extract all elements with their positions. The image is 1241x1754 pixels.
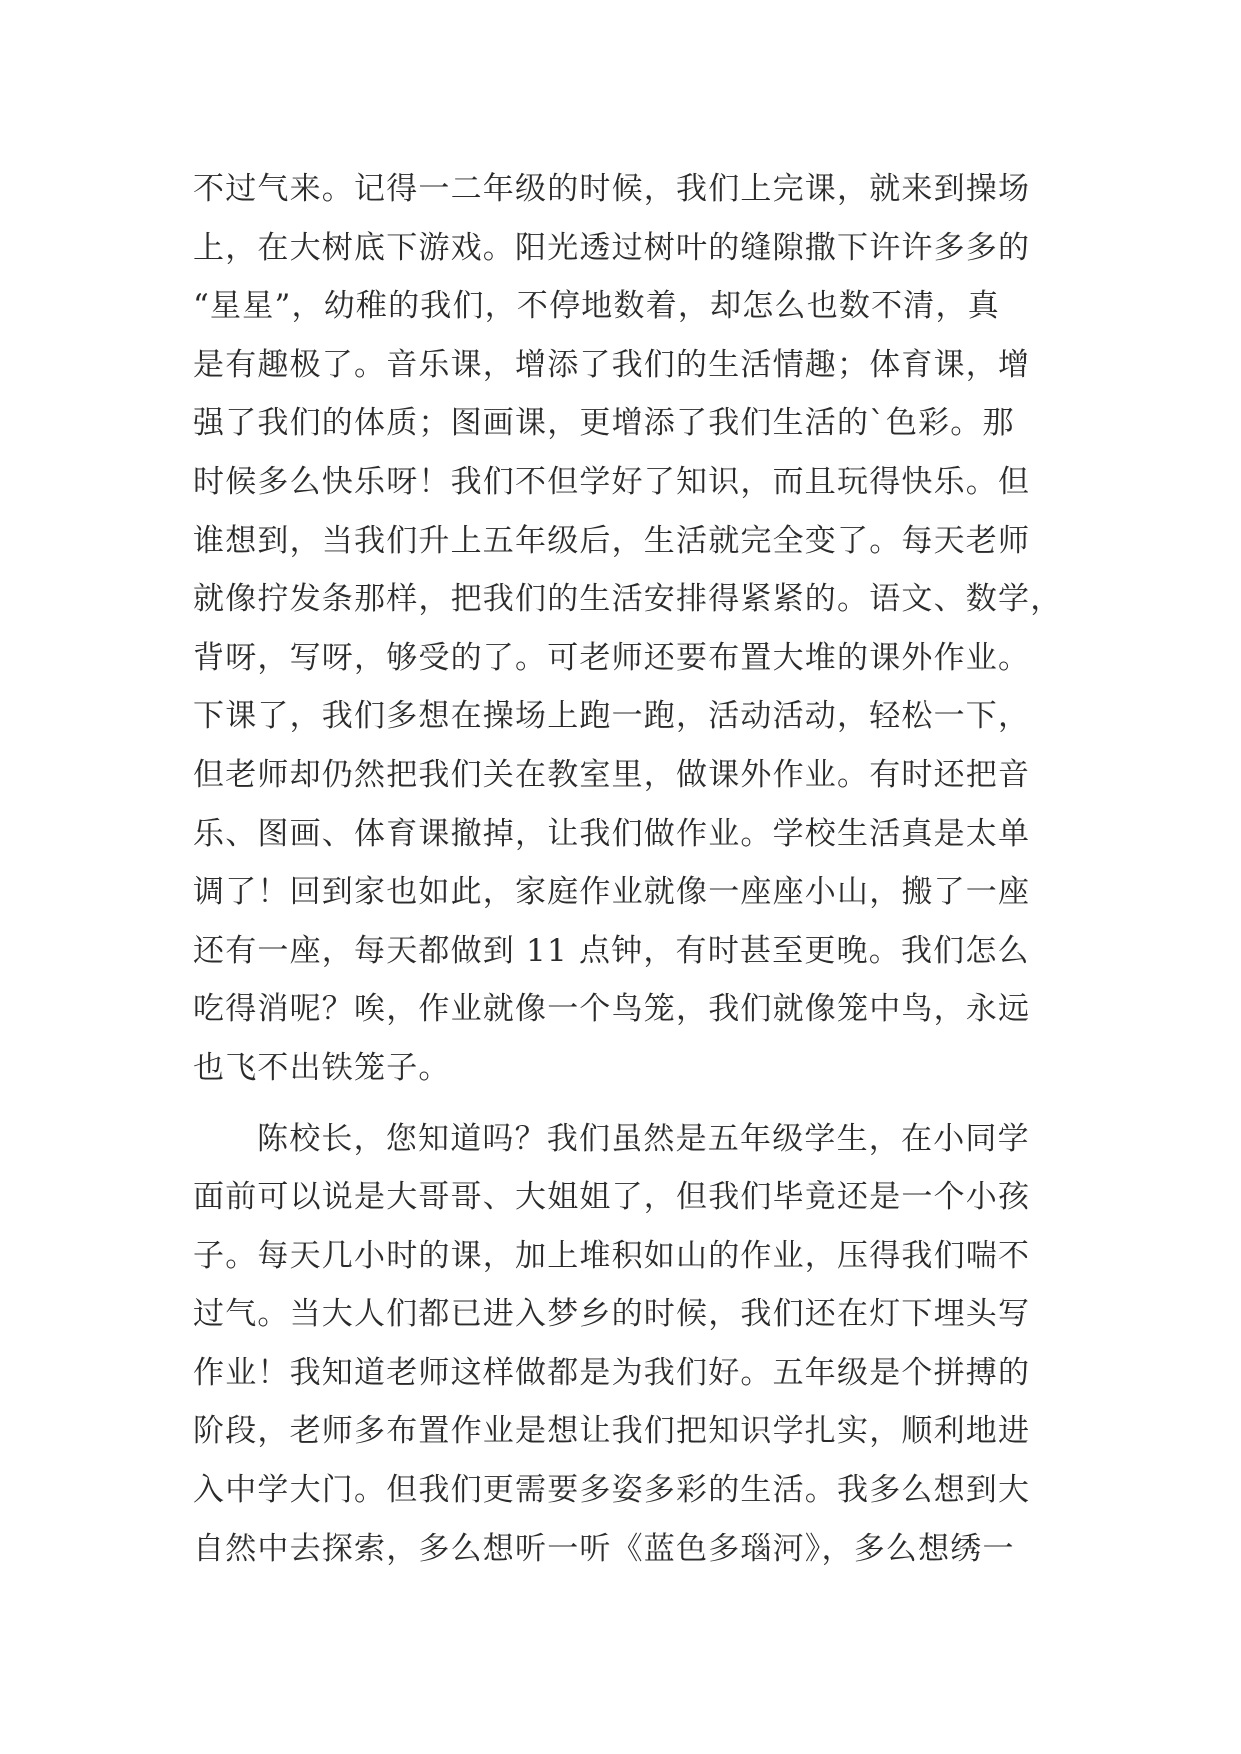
document-body <box>193 160 1073 1578</box>
text-line: 吃得消呢？唉，作业就像一个鸟笼，我们就像笼中鸟，永远 <box>193 991 1031 1028</box>
text-line: 入中学大门。但我们更需要多姿多彩的生活。我多么想到大 <box>193 1472 1031 1509</box>
paragraph-2 <box>193 1110 1073 1579</box>
text-line: 面前可以说是大哥哥、大姐姐了，但我们毕竟还是一个小孩 <box>193 1179 1031 1216</box>
text-line: 子。每天几小时的课，加上堆积如山的作业，压得我们喘不 <box>193 1237 1031 1274</box>
text-line: 过气。当大人们都已进入梦乡的时候，我们还在灯下埋头写 <box>193 1296 1031 1333</box>
text-line: 不过气来。记得一二年级的时候，我们上完课，就来到操场 <box>193 171 1031 207</box>
text-line: 就像拧发条那样，把我们的生活安排得紧紧的。语文、数学， <box>193 581 1063 618</box>
text-line: 陈校长，您知道吗？我们虽然是五年级学生，在小同学 <box>257 1120 1030 1157</box>
paragraph-spacer <box>193 1098 1073 1110</box>
text-line: 时候多么快乐呀！我们不但学好了知识，而且玩得快乐。但 <box>193 463 1031 500</box>
text-line: 自然中去探索，多么想听一听《蓝色多瑙河》，多么想绣一 <box>193 1530 1015 1567</box>
text-line: “星星”，幼稚的我们，不停地数着，却怎么也数不清，真 <box>193 288 1000 325</box>
text-line: 谁想到，当我们升上五年级后，生活就完全变了。每天老师 <box>193 522 1031 559</box>
paragraph-1 <box>193 160 1073 1098</box>
text-line: 乐、图画、体育课撤掉，让我们做作业。学校生活真是太单 <box>193 815 1031 852</box>
text-line: 下课了，我们多想在操场上跑一跑，活动活动，轻松一下， <box>193 698 1031 735</box>
text-line: 背呀，写呀，够受的了。可老师还要布置大堆的课外作业。 <box>193 639 1031 676</box>
text-line: 阶段，老师多布置作业是想让我们把知识学扎实，顺利地进 <box>193 1413 1031 1450</box>
text-line: 是有趣极了。音乐课，增添了我们的生活情趣；体育课，增 <box>193 346 1031 383</box>
text-line: 强了我们的体质；图画课，更增添了我们生活的`色彩。那 <box>193 405 1015 442</box>
text-line: 还有一座，每天都做到 11 点钟，有时甚至更晚。我们怎么 <box>193 932 1030 969</box>
text-line: 也飞不出铁笼子。 <box>193 1049 451 1086</box>
text-line: 作业！我知道老师这样做都是为我们好。五年级是个拼搏的 <box>193 1354 1031 1391</box>
text-line: 但老师却仍然把我们关在教室里，做课外作业。有时还把音 <box>193 756 1031 793</box>
text-line: 上，在大树底下游戏。阳光透过树叶的缝隙撒下许许多多的 <box>193 229 1031 266</box>
text-line: 调了！回到家也如此，家庭作业就像一座座小山，搬了一座 <box>193 874 1031 911</box>
